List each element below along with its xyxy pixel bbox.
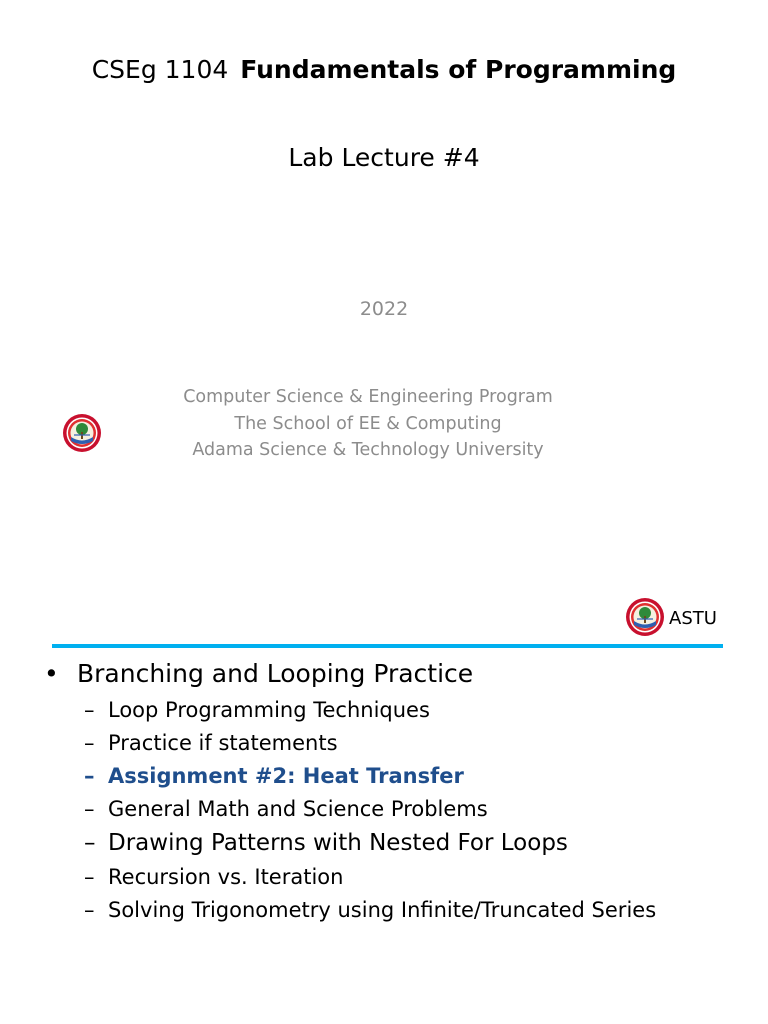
astu-logo-icon [62, 413, 102, 453]
course-name: Fundamentals of Programming [240, 55, 677, 84]
dash-icon: – [84, 797, 95, 821]
dash-icon: – [84, 898, 95, 922]
brand-label: ASTU [669, 608, 717, 629]
university-name: Adama Science & Technology University [192, 440, 544, 460]
list-item-highlighted [42, 760, 762, 793]
main-bullet [42, 654, 762, 694]
astu-logo-icon [625, 597, 665, 637]
program-name: Computer Science & Engineering Program [183, 387, 553, 407]
list-item-text: Loop Programming Techniques [108, 698, 430, 722]
outline-list [42, 654, 762, 927]
course-title [0, 52, 768, 88]
list-item [42, 694, 762, 727]
lecture-title: Lab Lecture #4 [288, 143, 480, 172]
dash-icon: – [84, 731, 95, 755]
school-name: The School of EE & Computing [234, 413, 502, 434]
list-item-text: Practice if statements [108, 731, 338, 755]
year-label: 2022 [359, 298, 409, 320]
list-item [42, 894, 762, 927]
list-item-text: Drawing Patterns with Nested For Loops [108, 830, 568, 856]
course-code: CSEg 1104 [91, 55, 229, 84]
dash-icon: – [84, 698, 95, 722]
list-item [42, 793, 762, 826]
bullet-icon: • [44, 659, 59, 688]
main-bullet-text: Branching and Looping Practice [77, 659, 474, 688]
list-item [42, 727, 762, 760]
dash-icon: – [84, 865, 95, 889]
sub-bullet-list [42, 694, 762, 927]
header-divider [52, 644, 723, 648]
list-item-text: General Math and Science Problems [108, 797, 488, 821]
list-item-text: Solving Trigonometry using Infinite/Truncated Series [108, 898, 657, 922]
dash-icon: – [84, 764, 95, 788]
list-item [42, 861, 762, 894]
institution-block [0, 384, 736, 464]
list-item-text: Recursion vs. Iteration [108, 865, 344, 889]
list-item [42, 826, 762, 861]
dash-icon: – [84, 830, 96, 856]
list-item-text: Assignment #2: Heat Transfer [108, 764, 464, 788]
